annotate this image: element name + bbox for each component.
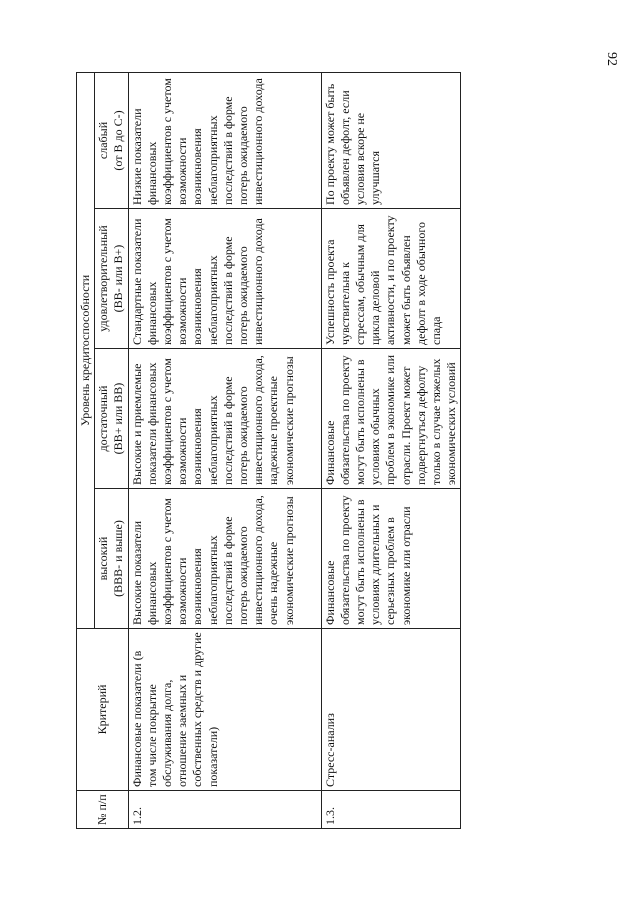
rotated-table-wrapper: [76, 73, 459, 829]
row-criterion: Стресс-анализ: [321, 629, 461, 791]
row-num: 1.3.: [321, 791, 461, 829]
header-level-weak: слабый (от B до C-): [95, 72, 128, 208]
cell-weak: По проекту может быть объявлен дефолт, если условия вскоре не улучшатся: [321, 72, 461, 208]
row-criterion: Финансовые показатели (в том числе покрытие обслуживания долга, отношение заемных и собственных средств и другие показатели): [128, 629, 321, 791]
cell-sufficient: Финансовые обязательства по проекту могут быть исполнены в условиях обычных проблем в экономике или отрасли. Проект может подвергнуться дефолту только в случае тяжелых экономических условий: [321, 349, 461, 489]
table-row: [321, 72, 461, 828]
cell-sufficient: Высокие и приемлемые показатели финансовых коэффициентов с учетом возможности возникновения неблагоприятных последствий в форме потерь ожидаемого инвестиционного дохода, надежные проектные экономические прогнозы: [128, 349, 321, 489]
cell-high: Финансовые обязательства по проекту могут быть исполнены в условиях длительных и серьезных проблем в экономике или отрасли: [321, 489, 461, 629]
row-num: 1.2.: [128, 791, 321, 829]
cell-high: Высокие показатели финансовых коэффициентов с учетом возможности возникновения неблагоприятных последствий в форме потерь ожидаемого инвестиционного дохода, очень надежные экономические прогнозы: [128, 489, 321, 629]
header-level-group: Уровень кредитоспособности: [77, 72, 95, 628]
cell-satisfactory: Стандартные показатели финансовых коэффициентов с учетом возможности возникновения неблагоприятных последствий в форме потерь ожидаемого инвестиционного дохода: [128, 209, 321, 349]
creditworthiness-table: [76, 72, 461, 829]
header-level-high: высокий (BBB- и выше): [95, 489, 128, 629]
header-level-sufficient: достаточный (BB+ или BB): [95, 349, 128, 489]
cell-weak: Низкие показатели финансовых коэффициентов с учетом возможности возникновения неблагоприятных последствий в форме потерь ожидаемого инвестиционного дохода: [128, 72, 321, 208]
table-row: [128, 72, 321, 828]
header-row-group: [77, 72, 95, 828]
header-criterion: Критерий: [77, 629, 129, 791]
header-num: № п/п: [77, 791, 129, 829]
header-level-satisfactory: удовлетворительный (BB- или B+): [95, 209, 128, 349]
cell-satisfactory: Успешность проекта чувствительна к стрессам, обычным для цикла деловой активности, и по проекту может быть объявлен дефолт в ходе обычного спада: [321, 209, 461, 349]
page-number: 92: [604, 52, 619, 66]
